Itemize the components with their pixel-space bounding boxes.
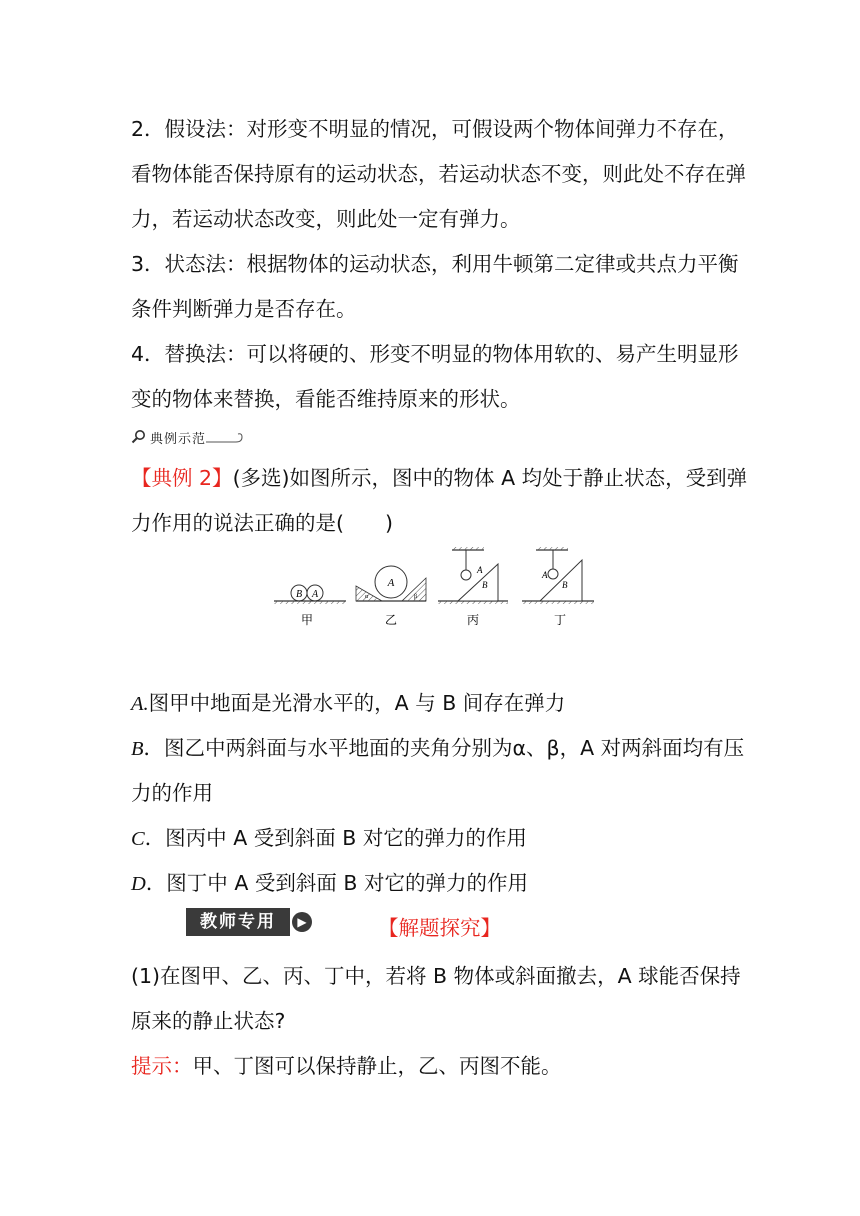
hint-text: 甲、丁图可以保持静止，乙、丙图不能。 <box>192 1054 562 1078</box>
probe-hint <box>131 1052 562 1080</box>
option-a <box>131 689 565 718</box>
method-3-line-2: 条件判断弹力是否存在。 <box>131 297 357 321</box>
method-2-line-3: 力，若运动状态改变，则此处一定有弹力。 <box>131 207 521 231</box>
teacher-badge-label: 教师专用 <box>186 908 290 936</box>
letter-a-bing: A <box>477 565 483 575</box>
option-b <box>131 734 744 763</box>
underline-swoosh-icon <box>206 430 246 444</box>
svg-text:α: α <box>365 594 369 600</box>
option-a-letter: A. <box>131 693 149 715</box>
figure-panel-yi <box>356 566 426 627</box>
letter-b-ding: B <box>562 580 568 590</box>
option-d-letter: D <box>131 873 146 895</box>
method-4-line-1: 4．替换法：可以将硬的、形变不明显的物体用软的、易产生明显形 <box>131 342 739 366</box>
figure-panel-bing <box>438 547 508 627</box>
example-section-tag <box>131 427 246 447</box>
letter-b-jia: B <box>295 589 303 600</box>
explore-title: 【解题探究】 <box>378 916 501 940</box>
letter-b-bing: B <box>482 580 488 590</box>
label-ding: 丁 <box>553 613 567 627</box>
svg-text:β: β <box>414 594 418 600</box>
option-c <box>131 824 527 853</box>
ball-a-ding <box>548 569 558 579</box>
figure-panel-ding <box>522 547 594 627</box>
option-c-letter: C <box>131 828 145 850</box>
example-label: 【典例 2】 <box>131 466 233 490</box>
method-3-line-1: 3．状态法：根据物体的运动状态，利用牛顿第二定律或共点力平衡 <box>131 252 739 276</box>
option-d <box>131 869 528 898</box>
magnifier-icon <box>131 429 147 445</box>
letter-a-jia: A <box>311 589 319 600</box>
option-c-text: ．图丙中 A 受到斜面 B 对它的弹力的作用 <box>144 826 527 850</box>
example-tag-label: 典例示范 <box>150 431 207 447</box>
figure-panel-jia <box>274 585 346 627</box>
method-4-line-2: 变的物体来替换，看能否维持原来的形状。 <box>131 387 521 411</box>
option-b-letter: B <box>131 738 144 760</box>
play-arrow-icon: ▶ <box>292 912 312 932</box>
teacher-only-badge <box>186 908 314 936</box>
example-question-text-1: (多选)如图所示，图中的物体 A 均处于静止状态，受到弹 <box>232 466 748 490</box>
probe-question-line-2: 原来的静止状态? <box>131 1009 286 1033</box>
method-2-line-1: 2．假设法：对形变不明显的情况，可假设两个物体间弹力不存在， <box>131 117 739 141</box>
option-b-line-2: 力的作用 <box>131 781 213 805</box>
letter-a-yi: A <box>387 577 395 589</box>
letter-a-ding: A <box>542 570 548 580</box>
label-jia: 甲 <box>300 613 314 627</box>
physics-figure <box>270 546 600 630</box>
probe-question-line-1: (1)在图甲、乙、丙、丁中，若将 B 物体或斜面撤去，A 球能否保持 <box>131 964 741 988</box>
example-question-line-1 <box>131 464 747 492</box>
option-b-text-1: ．图乙中两斜面与水平地面的夹角分别为α、β，A 对两斜面均有压 <box>143 736 745 760</box>
example-question-line-2: 力作用的说法正确的是( ) <box>131 511 393 535</box>
method-2-line-2: 看物体能否保持原有的运动状态，若运动状态不变，则此处不存在弹 <box>131 162 746 186</box>
hint-label: 提示： <box>131 1054 193 1078</box>
label-bing: 丙 <box>466 613 480 627</box>
ball-a-bing <box>461 570 471 580</box>
option-d-text: ．图丁中 A 受到斜面 B 对它的弹力的作用 <box>145 871 528 895</box>
label-yi: 乙 <box>384 613 398 627</box>
option-a-text: 图甲中地面是光滑水平的，A 与 B 间存在弹力 <box>148 691 566 715</box>
